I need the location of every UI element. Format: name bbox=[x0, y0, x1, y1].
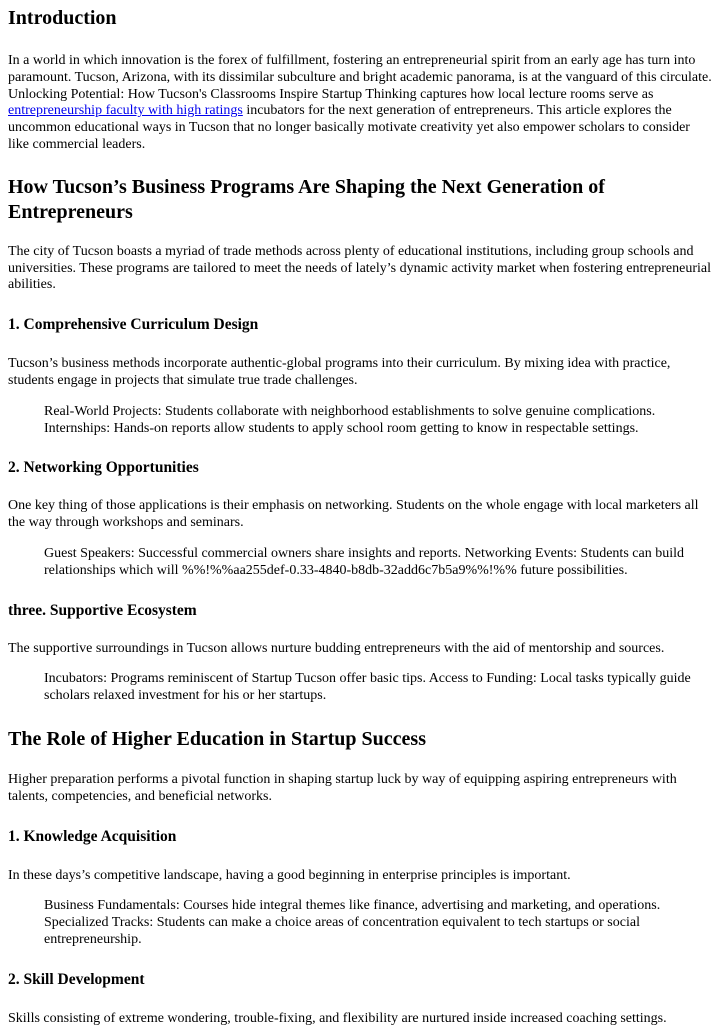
heading-networking: 2. Networking Opportunities bbox=[8, 459, 199, 477]
quote-knowledge-acquisition: Business Fundamentals: Courses hide integral themes like finance, advertising and marketing, and operations. Specialized Tracks: Students can make a choice areas of concentration equivalent to tech startups or social entrepreneurship. bbox=[44, 898, 661, 947]
heading-curriculum-design: 1. Comprehensive Curriculum Design bbox=[8, 316, 259, 334]
article-page bbox=[0, 6, 720, 1028]
paragraph-knowledge-acquisition: In these days’s competitive landscape, having a good beginning in enterprise principles is important. bbox=[8, 867, 571, 883]
paragraph-supportive-ecosystem: The supportive surroundings in Tucson allows nurture budding entrepreneurs with the aid of mentorship and sources. bbox=[8, 640, 665, 656]
paragraph-introduction bbox=[8, 53, 712, 154]
paragraph-networking: One key thing of those applications is their emphasis on networking. Students on the whole engage with local marketers all the way through workshops and seminars. bbox=[8, 498, 699, 531]
heading-higher-education: The Role of Higher Education in Startup Success bbox=[8, 727, 426, 750]
paragraph-curriculum-design: Tucson’s business methods incorporate authentic-global programs into their curriculum. By mixing idea with practice, students engage in projects that simulate true trade challenges. bbox=[8, 356, 671, 388]
heading-knowledge-acquisition: 1. Knowledge Acquisition bbox=[8, 827, 177, 845]
quote-networking: Guest Speakers: Successful commercial owners share insights and reports. Networking Events: Students can build relationships which will %%!%%aa255def-0.33-4840-b8db-32add6c7b5a9%%!%% future possibilities. bbox=[44, 545, 684, 578]
heading-skill-development: 2. Skill Development bbox=[8, 970, 145, 988]
heading-business-programs: How Tucson’s Business Programs Are Shaping the Next Generation of Entrepreneurs bbox=[8, 175, 605, 223]
intro-text-after-link: incubators for the next generation of entrepreneurs. This article explores the uncommon educational ways in Tucson that no longer basically motivate creativity yet also empower scholars to consider like commercial leaders. bbox=[8, 103, 690, 152]
paragraph-skill-development: Skills consisting of extreme wondering, trouble-fixing, and flexibility are nurtured inside increased coaching settings. bbox=[8, 1010, 667, 1026]
entrepreneurship-faculty-link[interactable]: entrepreneurship faculty with high ratings bbox=[8, 103, 243, 119]
heading-introduction: Introduction bbox=[8, 7, 117, 29]
quote-curriculum-design: Real-World Projects: Students collaborate with neighborhood establishments to solve genuine complications. Internships: Hands-on reports allow students to apply school room getting to know in respectable settings. bbox=[44, 403, 656, 436]
intro-text-before-link: In a world in which innovation is the forex of fulfillment, fostering an entrepreneurial spirit from an early age has turn into paramount. Tucson, Arizona, with its dissimilar subculture and bright academic panorama, is at the vanguard of this circulate. Unlocking Potential: How Tucson's Classrooms Inspire Startup Thinking captures how local lecture rooms serve as bbox=[8, 53, 712, 102]
paragraph-higher-education: Higher preparation performs a pivotal function in shaping startup luck by way of equipping aspiring entrepreneurs with talents, competencies, and beneficial networks. bbox=[8, 771, 677, 804]
heading-supportive-ecosystem: three. Supportive Ecosystem bbox=[8, 601, 197, 619]
paragraph-business-programs: The city of Tucson boasts a myriad of trade methods across plenty of educational institutions, including group schools and universities. These programs are tailored to meet the needs of lately’s dynamic activity market when fostering entrepreneurial abilities. bbox=[8, 243, 711, 293]
quote-supportive-ecosystem: Incubators: Programs reminiscent of Startup Tucson offer basic tips. Access to Funding: Local tasks typically guide scholars relaxed investment for his or her startups. bbox=[44, 671, 691, 704]
